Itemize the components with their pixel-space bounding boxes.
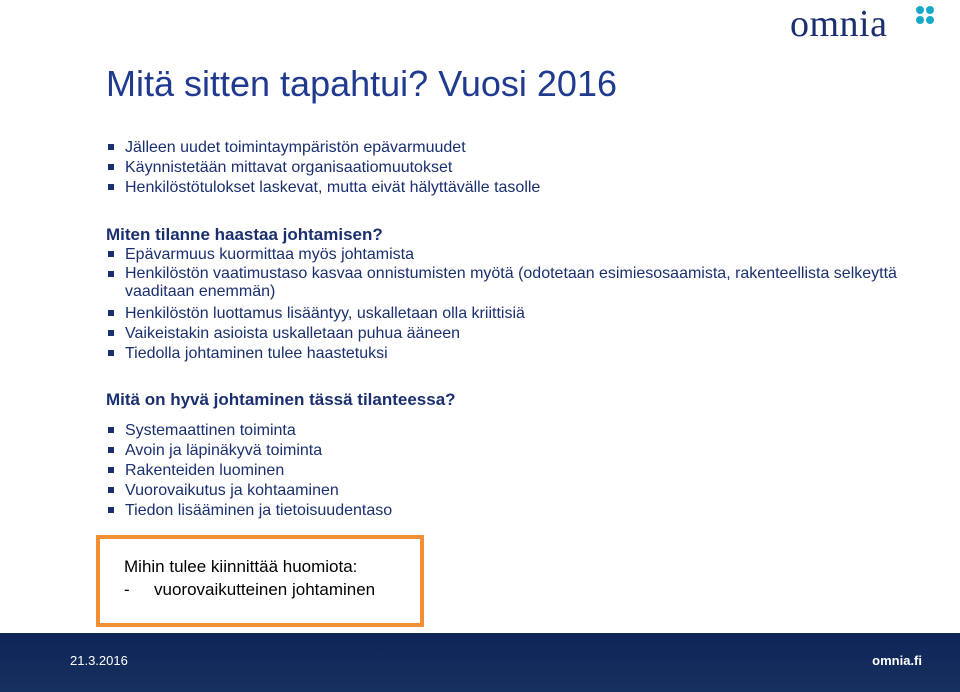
callout-heading: Mihin tulee kiinnittää huomiota: xyxy=(124,557,358,576)
list-item: Avoin ja läpinäkyvä toiminta xyxy=(106,441,392,461)
good-leadership-bullet-list xyxy=(106,421,392,521)
list-item: Henkilöstötulokset laskevat, mutta eivät hälyttävälle tasolle xyxy=(106,178,540,198)
list-item: Tiedon lisääminen ja tietoisuudentaso xyxy=(106,501,392,521)
callout-item-text: vuorovaikutteinen johtaminen xyxy=(154,580,376,599)
list-item: Epävarmuus kuormittaa myös johtamista xyxy=(106,245,960,265)
footer-bar xyxy=(0,633,960,692)
section-heading-good-leadership: Mitä on hyvä johtaminen tässä tilanteessa? xyxy=(106,390,456,409)
list-item: Rakenteiden luominen xyxy=(106,461,392,481)
list-item: Vaikeistakin asioista uskalletaan puhua ääneen xyxy=(106,324,960,344)
callout-dash: - xyxy=(124,580,130,599)
list-item: Tiedolla johtaminen tulee haastetuksi xyxy=(106,344,960,364)
section-heading-leadership-challenge: Miten tilanne haastaa johtamisen? xyxy=(106,225,383,244)
intro-bullet-list xyxy=(106,138,540,198)
footer-date: 21.3.2016 xyxy=(70,653,128,668)
callout-item xyxy=(124,579,375,601)
callout-box xyxy=(96,535,424,627)
list-item: Vuorovaikutus ja kohtaaminen xyxy=(106,481,392,501)
list-item: Henkilöstön luottamus lisääntyy, uskalletaan olla kriittisiä xyxy=(106,304,960,324)
logo-wordmark: omnia xyxy=(790,3,888,45)
list-item: Jälleen uudet toimintaympäristön epävarmuudet xyxy=(106,138,540,158)
list-item: Käynnistetään mittavat organisaatiomuutokset xyxy=(106,158,540,178)
list-item: Systemaattinen toiminta xyxy=(106,421,392,441)
challenge-bullet-list xyxy=(106,245,960,364)
omnia-logo xyxy=(790,4,940,48)
list-item: Henkilöstön vaatimustaso kasvaa onnistumisten myötä (odotetaan esimiesosaamista, rakenteellista selkeyttä vaaditaan enemmän) xyxy=(106,265,960,301)
logo-dots-icon xyxy=(906,4,940,32)
page-title: Mitä sitten tapahtui? Vuosi 2016 xyxy=(106,63,617,104)
footer-site-link: omnia.fi xyxy=(872,653,922,668)
